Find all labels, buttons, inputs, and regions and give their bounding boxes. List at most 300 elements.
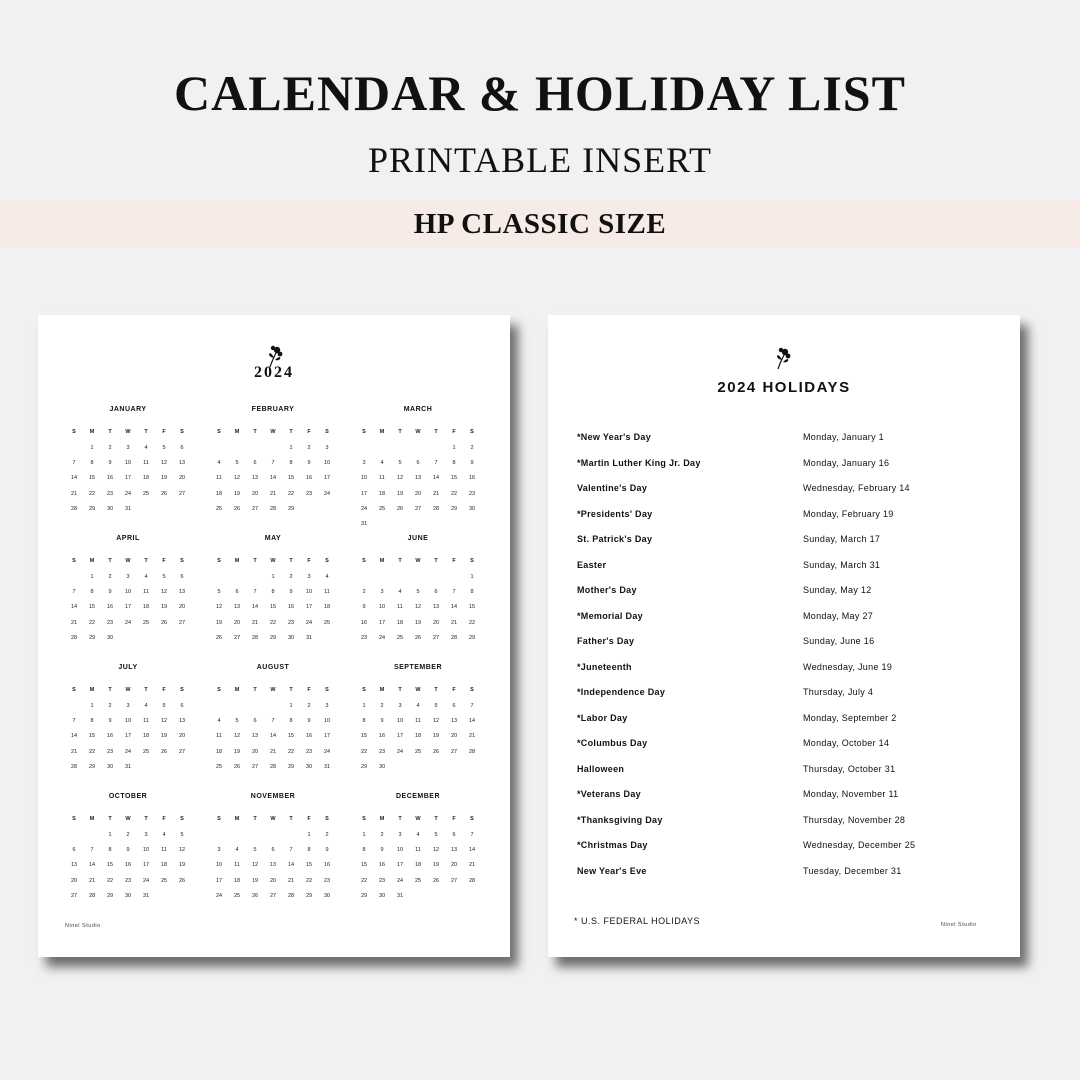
weekday-label: S [470,429,474,435]
day-cell: 12 [233,733,241,740]
day-cell: 5 [217,589,221,596]
day-cell: 2 [470,445,474,451]
day-cell [300,502,318,517]
day-cell: 31 [305,634,313,641]
week-row [65,843,191,858]
week-row [355,760,481,775]
day-cell: 11 [161,847,167,854]
day-cell [409,441,427,456]
day-cell: 12 [396,475,404,482]
day-cell [445,517,463,532]
week-row [210,729,336,744]
day-cell: 26 [160,748,168,755]
day-cell: 8 [271,589,275,596]
day-cell: 15 [106,862,114,869]
day-cell: 8 [289,460,293,467]
day-cell: 18 [323,604,331,611]
day-cell: 16 [323,862,331,869]
day-cell: 24 [323,490,331,497]
calendar-page [38,315,510,957]
day-cell: 18 [414,733,422,740]
day-cell: 12 [233,475,241,482]
week-row [210,570,336,585]
weekday-header [65,683,191,699]
day-cell: 20 [178,475,186,482]
day-cell: 14 [468,847,476,854]
day-cell: 19 [432,733,440,740]
week-row [355,487,481,502]
day-cell: 30 [323,892,331,899]
holiday-row [577,432,1007,458]
day-cell: 16 [378,862,386,869]
day-cell: 4 [398,589,402,596]
day-cell: 25 [160,877,168,884]
weekday-label: M [89,429,95,435]
day-cell: 16 [360,619,368,626]
day-cell: 24 [142,877,150,884]
day-cell: 28 [70,763,78,770]
day-cell: 5 [434,832,438,838]
day-cell: 1 [470,574,474,580]
week-row [210,858,336,873]
day-cell: 28 [70,634,78,641]
calendar-year: 2024 [254,364,294,381]
day-cell: 20 [450,862,458,869]
day-cell: 28 [269,763,277,770]
weekday-label: S [180,558,184,564]
day-cell: 29 [468,634,476,641]
day-cell: 9 [126,847,130,854]
holiday-date: Tuesday, December 31 [803,865,902,876]
holiday-name: *New Year's Day [577,432,652,442]
day-cell [463,889,481,904]
day-cell: 25 [142,748,150,755]
holiday-date: Sunday, May 12 [803,585,872,595]
holiday-name: *Christmas Day [577,840,648,850]
holiday-name: New Year's Eve [577,865,647,876]
day-cell: 22 [360,877,368,884]
day-cell: 30 [305,763,313,770]
month-july [65,662,191,775]
day-cell: 2 [362,589,366,596]
day-cell: 9 [325,847,329,854]
week-row [210,487,336,502]
day-cell: 30 [378,763,386,770]
day-cell: 23 [124,877,132,884]
weekday-label: S [470,558,474,564]
day-cell: 5 [253,847,257,854]
week-row [355,441,481,456]
day-cell: 2 [380,832,384,838]
day-cell: 26 [432,748,440,755]
day-cell: 24 [124,619,132,626]
month-name: JULY [118,664,138,671]
day-cell: 25 [142,619,150,626]
studio-footer: Ninel Studio [65,923,101,929]
day-cell: 7 [470,703,474,709]
weekday-label: T [434,816,438,822]
day-cell: 10 [323,718,331,725]
day-cell [155,631,173,646]
weekday-label: S [72,429,76,435]
day-cell: 5 [162,445,166,451]
day-cell: 22 [305,877,313,884]
day-cell: 30 [287,634,295,641]
day-cell [155,889,173,904]
day-cell: 31 [360,520,368,527]
day-cell: 17 [396,862,404,869]
day-cell: 20 [432,619,440,626]
day-cell: 22 [450,490,458,497]
day-cell: 22 [88,619,96,626]
day-cell: 18 [396,619,404,626]
holiday-list [577,432,1007,891]
holiday-name: Halloween [577,763,625,774]
weekday-label: S [180,816,184,822]
month-december [355,791,481,904]
day-cell [391,517,409,532]
day-cell: 20 [178,604,186,611]
day-cell [445,760,463,775]
day-cell: 6 [452,832,456,838]
day-cell [427,570,445,585]
weekday-header [65,812,191,828]
weekday-label: T [144,816,148,822]
day-cell: 12 [215,604,223,611]
day-cell: 3 [325,703,329,709]
weekday-label: S [325,816,329,822]
day-cell: 18 [414,862,422,869]
weekday-label: F [307,816,311,822]
week-row [355,828,481,843]
day-cell: 11 [143,589,149,596]
day-cell: 9 [289,589,293,596]
day-cell [210,828,228,843]
day-cell: 26 [414,634,422,641]
day-cell [65,828,83,843]
day-cell: 21 [450,619,458,626]
holiday-name: *Independence Day [577,687,666,697]
day-cell: 13 [233,604,241,611]
day-cell: 14 [468,718,476,725]
day-cell: 8 [90,718,94,725]
week-row [210,456,336,471]
day-cell: 16 [305,475,313,482]
day-cell: 12 [251,862,259,869]
day-cell: 8 [90,589,94,596]
day-cell: 9 [108,460,112,467]
day-cell: 23 [323,877,331,884]
day-cell: 29 [88,763,96,770]
day-cell [65,570,83,585]
day-cell: 30 [378,892,386,899]
day-cell: 3 [398,703,402,709]
day-cell: 21 [251,619,259,626]
day-cell: 15 [88,475,96,482]
day-cell [427,889,445,904]
day-cell: 14 [269,475,277,482]
month-name: FEBRUARY [251,406,295,413]
day-cell: 24 [323,748,331,755]
weekday-label: F [452,558,456,564]
day-cell: 24 [396,748,404,755]
day-cell: 20 [251,748,259,755]
month-march [355,404,481,532]
week-row [210,760,336,775]
day-cell: 7 [72,460,76,467]
day-cell: 9 [380,718,384,725]
week-row [355,585,481,600]
day-cell: 13 [178,718,186,725]
week-row [65,889,191,904]
day-cell: 28 [88,892,96,899]
weekday-label: F [452,429,456,435]
day-cell: 18 [233,877,241,884]
day-cell: 10 [124,589,132,596]
day-cell: 16 [106,475,114,482]
day-cell: 25 [142,490,150,497]
day-cell: 1 [108,832,112,838]
weekday-label: F [162,687,166,693]
day-cell [264,441,282,456]
day-cell: 26 [233,505,241,512]
holiday-name: *Veterans Day [577,789,641,799]
holiday-date: Sunday, March 17 [803,534,881,544]
week-row [65,631,191,646]
weekday-label: T [434,558,438,564]
day-cell: 15 [88,733,96,740]
holiday-name: *Labor Day [577,712,628,723]
weekday-label: S [362,558,366,564]
holiday-row [577,611,1007,637]
day-cell: 29 [360,763,368,770]
weekday-label: T [253,687,257,693]
weekday-label: S [72,816,76,822]
day-cell: 16 [305,733,313,740]
day-cell: 3 [362,460,366,467]
holiday-date: Monday, February 19 [803,508,894,519]
day-cell: 15 [287,733,295,740]
weekday-label: S [180,687,184,693]
week-row [65,699,191,714]
day-cell: 13 [414,475,422,482]
day-cell: 20 [450,733,458,740]
day-cell: 12 [160,460,168,467]
week-row [65,874,191,889]
weekday-label: S [72,687,76,693]
day-cell: 19 [160,604,168,611]
day-cell: 3 [217,847,221,854]
day-cell: 22 [360,748,368,755]
month-april [65,533,191,646]
week-row [355,600,481,615]
week-row [355,616,481,631]
weekday-label: M [234,558,240,564]
week-row [355,699,481,714]
week-row [65,729,191,744]
day-cell: 3 [126,574,130,580]
day-cell: 15 [88,604,96,611]
week-row [210,502,336,517]
day-cell [137,631,155,646]
day-cell [409,517,427,532]
week-row [355,456,481,471]
holiday-title: 2024 HOLIDAYS [717,379,851,396]
day-cell: 31 [124,763,132,770]
day-cell: 17 [323,733,331,740]
day-cell: 4 [380,460,384,467]
day-cell: 24 [396,877,404,884]
day-cell: 25 [233,892,241,899]
holiday-date: Wednesday, February 14 [803,483,910,493]
day-cell: 9 [108,589,112,596]
day-cell: 5 [434,703,438,709]
holiday-row [577,815,1007,841]
federal-note: * U.S. FEDERAL HOLIDAYS [574,916,701,926]
holiday-date: Monday, May 27 [803,610,874,621]
day-cell: 22 [88,490,96,497]
day-cell: 21 [432,490,440,497]
holiday-date: Monday, January 1 [803,432,884,442]
day-cell: 10 [305,589,313,596]
day-cell: 3 [144,832,148,838]
weekday-label: F [307,429,311,435]
weekday-label: W [125,558,131,564]
week-row [65,760,191,775]
holiday-name: Father's Day [577,636,635,646]
day-cell: 4 [144,703,148,709]
day-cell: 27 [70,892,78,899]
day-cell [137,760,155,775]
studio-footer: Ninel Studio [941,922,977,928]
day-cell: 17 [323,475,331,482]
weekday-header [355,812,481,828]
holiday-date: Wednesday, December 25 [803,840,916,850]
weekday-label: S [325,429,329,435]
day-cell: 19 [215,619,223,626]
week-row [355,889,481,904]
week-row [355,517,481,532]
holiday-name: Valentine's Day [577,483,648,493]
day-cell: 31 [396,892,404,899]
day-cell: 25 [215,505,223,512]
day-cell: 7 [452,589,456,596]
day-cell: 17 [305,604,313,611]
day-cell: 4 [144,445,148,451]
day-cell: 8 [90,460,94,467]
day-cell: 27 [251,505,259,512]
month-name: MAY [264,535,282,542]
day-cell: 13 [178,460,186,467]
day-cell: 13 [251,475,259,482]
day-cell: 21 [269,490,277,497]
day-cell: 29 [106,892,114,899]
day-cell: 27 [450,877,458,884]
holiday-row [577,687,1007,713]
holiday-row [577,560,1007,586]
day-cell: 21 [287,877,295,884]
day-cell: 1 [271,574,275,580]
day-cell [427,760,445,775]
day-cell: 16 [106,733,114,740]
day-cell: 9 [380,847,384,854]
day-cell [246,441,264,456]
holiday-date: Monday, October 14 [803,738,890,748]
day-cell: 14 [251,604,259,611]
day-cell: 5 [180,832,184,838]
holiday-row [577,840,1007,866]
day-cell [65,441,83,456]
day-cell: 27 [251,763,259,770]
day-cell: 14 [287,862,295,869]
week-row [65,714,191,729]
day-cell: 13 [70,862,78,869]
weekday-header [210,812,336,828]
weekday-label: W [270,429,276,435]
day-cell: 22 [468,619,476,626]
day-cell: 20 [414,490,422,497]
day-cell: 17 [124,604,132,611]
day-cell: 29 [269,634,277,641]
weekday-label: S [217,429,221,435]
day-cell: 13 [450,847,458,854]
weekday-label: M [89,558,95,564]
day-cell: 8 [307,847,311,854]
weekday-label: S [362,429,366,435]
holiday-row [577,636,1007,662]
day-cell: 27 [178,490,186,497]
day-cell [246,828,264,843]
month-name: NOVEMBER [250,793,296,800]
day-cell [173,760,191,775]
day-cell: 17 [360,490,368,497]
weekday-label: T [108,558,112,564]
day-cell: 10 [360,475,368,482]
day-cell: 31 [124,505,132,512]
holiday-name: Mother's Day [577,585,637,595]
week-row [355,874,481,889]
day-cell: 19 [233,748,241,755]
day-cell: 22 [269,619,277,626]
day-cell: 13 [251,733,259,740]
holiday-page [548,315,1020,957]
week-row [65,585,191,600]
day-cell [210,570,228,585]
month-october [65,791,191,904]
week-row [210,843,336,858]
holiday-name: *Memorial Day [577,610,643,621]
weekday-label: S [362,816,366,822]
weekday-header [210,683,336,699]
day-cell: 26 [251,892,259,899]
week-row [210,600,336,615]
day-cell [427,517,445,532]
day-cell: 21 [70,619,78,626]
day-cell: 4 [235,847,239,854]
holiday-name: *Columbus Day [577,738,648,748]
day-cell: 23 [468,490,476,497]
holiday-date: Monday, November 11 [803,789,899,799]
day-cell: 29 [287,505,295,512]
day-cell [391,441,409,456]
weekday-label: T [144,429,148,435]
day-cell: 17 [142,862,150,869]
day-cell: 2 [289,574,293,580]
day-cell: 27 [178,748,186,755]
day-cell: 3 [126,445,130,451]
week-row [65,600,191,615]
day-cell: 23 [106,490,114,497]
